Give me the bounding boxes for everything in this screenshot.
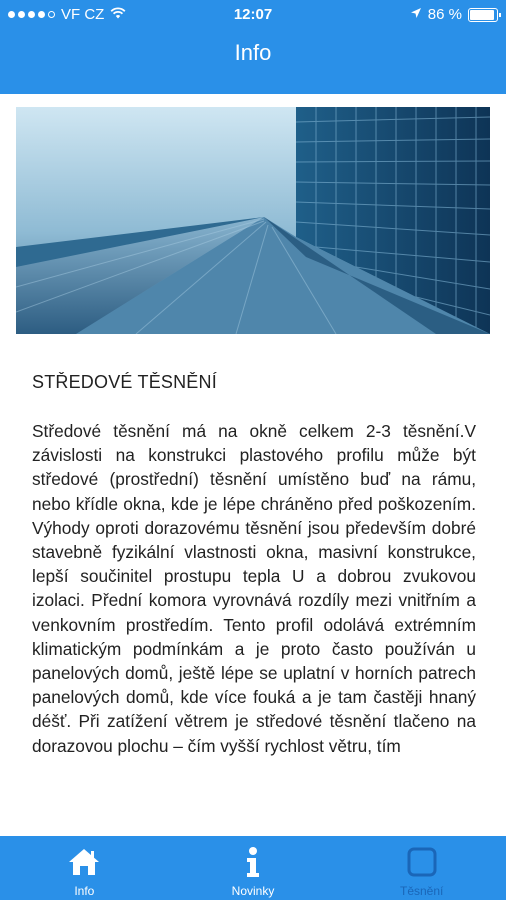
status-time: 12:07	[233, 6, 273, 23]
tab-novinky[interactable]	[169, 836, 338, 900]
status-bar	[0, 0, 506, 30]
app-header	[0, 0, 506, 94]
battery-percent: 86 %	[427, 6, 462, 23]
tab-novinky-label: Novinky	[231, 884, 275, 898]
building-photo	[16, 107, 490, 334]
tab-tesneni-label: Těsnění	[400, 884, 444, 898]
article-body: Středové těsnění má na okně celkem 2-3 těsnění.V závislosti na konstrukci plastového profilu může být středové (prostřední) těsnění umístěno buď na rámu, nebo křídle okna, kde je lépe chráněno před poškozením. Výhody oproti dorazovému těsnění jsou především dobré stavebně fyzikální vlastnosti okna, masivní konstrukce, lepší součinitel prostupu tepla U a dobrou zvukovou izolaci. Přední komora vyrovnává rozdíly mezi vnitřním a venkovním prostředím. Tento profil odolává extrémním klimatickým podmínkám a je proto často používán u panelových domů, ještě lépe se uplatní v horních patrech panelových domů, kde více fouká a je tam častěji hnaný déšť. Při zatížení větrem je středové těsnění tlačeno na dorazovou plochu – čím vyšší rychlost větru, tím	[32, 421, 476, 756]
article-title: STŘEDOVÉ TĚSNĚNÍ	[32, 372, 217, 392]
tab-tesneni[interactable]	[337, 836, 506, 900]
tab-bar	[0, 836, 506, 900]
location-arrow-icon	[410, 6, 422, 23]
tab-info-label: Info	[74, 884, 95, 898]
status-right	[410, 6, 498, 23]
article-content	[32, 372, 476, 836]
tab-info[interactable]	[0, 836, 169, 900]
info-icon	[236, 846, 270, 878]
hero-image	[16, 107, 490, 334]
home-icon	[67, 846, 101, 878]
battery-icon	[468, 8, 498, 22]
page-title: Info	[234, 40, 272, 65]
carrier-label: VF CZ	[61, 6, 105, 23]
square-icon	[405, 846, 439, 878]
